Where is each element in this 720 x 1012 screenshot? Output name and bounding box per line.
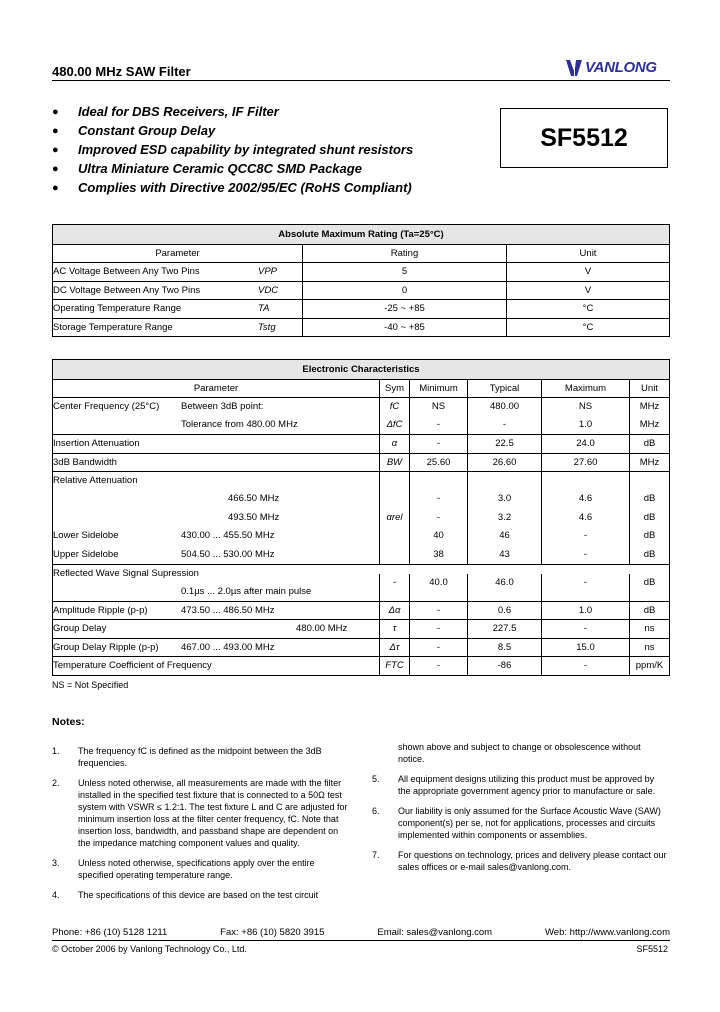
note-text: Our liability is only assumed for the Surface Acoustic Wave (SAW) component(s) per se, not for applications, processes and circuits implemented within components or assemblies. xyxy=(398,806,661,840)
note-text: shown above and subject to change or obsolescence without notice. xyxy=(398,742,641,764)
fax: Fax: +86 (10) 5820 3915 xyxy=(220,927,325,938)
bullet-icon: ● xyxy=(52,124,59,137)
note-number: 7. xyxy=(372,850,380,860)
typ-cell: 3.0 xyxy=(467,490,541,509)
sym-cell: - xyxy=(379,574,409,592)
parameter-cell xyxy=(53,639,379,657)
header-cell: Unit xyxy=(506,245,669,263)
note-number: 3. xyxy=(52,858,60,868)
header-cell: Rating xyxy=(302,245,506,263)
unit-cell xyxy=(629,472,669,490)
parameter-cell xyxy=(53,300,302,318)
min-cell: - xyxy=(409,508,467,527)
parameter-name: Operating Temperature Range xyxy=(53,303,182,315)
web-link[interactable]: Web: http://www.vanlong.com xyxy=(545,927,670,938)
unit-cell: dB xyxy=(629,527,669,546)
note-number: 1. xyxy=(52,746,60,756)
parameter-name: Group Delay Ripple (p-p) xyxy=(53,641,159,653)
feature-text: Constant Group Delay xyxy=(78,123,216,138)
bullet-icon: ● xyxy=(52,162,59,175)
phone: Phone: +86 (10) 5128 1211 xyxy=(52,927,168,938)
max-cell: 15.0 xyxy=(541,639,629,657)
note-number: 6. xyxy=(372,806,380,816)
unit-cell: V xyxy=(506,282,669,300)
page-title: 480.00 MHz SAW Filter xyxy=(52,64,191,79)
table-row xyxy=(53,490,669,509)
sym-cell: ΔfC xyxy=(379,416,409,435)
parameter-cell xyxy=(53,527,379,546)
typ-cell: - xyxy=(467,416,541,435)
parameter-name: Insertion Attenuation xyxy=(53,438,140,450)
max-cell: 4.6 xyxy=(541,508,629,527)
note-text: For questions on technology, prices and delivery please contact our sales offices or e-mail sales@vanlong.com. xyxy=(398,850,667,872)
header-cell: Maximum xyxy=(541,380,629,398)
note-text: All equipment designs utilizing this product must be approved by the appropriate government agency prior to manufacture or sale. xyxy=(398,774,656,796)
typ-cell: 3.2 xyxy=(467,508,541,527)
note-item xyxy=(372,805,668,841)
notes-heading: Notes: xyxy=(52,716,85,728)
min-cell: 40.0 xyxy=(409,574,467,592)
parameter-name: Reflected Wave Signal Supression xyxy=(53,567,199,579)
table-row xyxy=(53,397,669,416)
table-row xyxy=(53,508,669,527)
symbol: VPP xyxy=(258,266,278,278)
max-cell: NS xyxy=(541,398,629,416)
sym-cell: Δτ xyxy=(379,639,409,657)
rating-cell: -25 ~ +85 xyxy=(302,300,506,318)
min-cell: - xyxy=(409,639,467,657)
feature-text: Ultra Miniature Ceramic QCC8C SMD Package xyxy=(78,161,362,176)
table-row xyxy=(53,564,669,588)
parameter-cell xyxy=(53,472,379,490)
max-cell xyxy=(541,472,629,490)
table-row xyxy=(53,299,669,318)
sym-cell xyxy=(379,545,409,564)
table-row xyxy=(53,601,669,620)
copyright: © October 2006 by Vanlong Technology Co., Ltd. xyxy=(52,944,247,954)
parameter-condition: 467.00 ... 493.00 MHz xyxy=(181,641,275,653)
parameter-cell xyxy=(53,282,302,300)
parameter-cell xyxy=(53,490,379,509)
unit-cell: V xyxy=(506,263,669,281)
parameter-name: Relative Attenuation xyxy=(53,475,138,487)
parameter-name: Temperature Coefficient of Frequency xyxy=(53,660,212,672)
sym-cell: α xyxy=(379,435,409,453)
parameter-cell xyxy=(53,565,379,583)
footer-part-number: SF5512 xyxy=(636,944,668,954)
bullet-icon: ● xyxy=(52,143,59,156)
parameter-condition: 466.50 MHz xyxy=(228,493,280,505)
min-cell xyxy=(409,472,467,490)
header-rule xyxy=(52,80,670,81)
parameter-condition: 504.50 ... 530.00 MHz xyxy=(181,548,275,560)
table-row xyxy=(53,638,669,657)
feature-text: Improved ESD capability by integrated shunt resistors xyxy=(78,142,414,157)
rating-cell: -40 ~ +85 xyxy=(302,319,506,337)
parameter-cell xyxy=(53,508,379,527)
part-number-box: SF5512 xyxy=(500,108,668,168)
parameter-cell xyxy=(53,435,379,453)
parameter-condition: 473.50 ... 486.50 MHz xyxy=(181,604,275,616)
sym-cell xyxy=(379,472,409,490)
parameter-name: 3dB Bandwidth xyxy=(53,456,117,468)
table-row xyxy=(53,527,669,546)
parameter-name: Lower Sidelobe xyxy=(53,530,119,542)
unit-cell: dB xyxy=(629,602,669,620)
max-cell: - xyxy=(541,527,629,546)
parameter-name: Amplitude Ripple (p-p) xyxy=(53,604,148,616)
header-cell: Parameter xyxy=(155,247,200,259)
min-cell: NS xyxy=(409,398,467,416)
note-number: 4. xyxy=(52,890,60,900)
unit-cell: °C xyxy=(506,319,669,337)
table-header-row xyxy=(53,244,669,263)
logo-text: VANLONG xyxy=(585,59,657,76)
note-item xyxy=(372,741,668,765)
max-cell: 24.0 xyxy=(541,435,629,453)
rating-cell: 5 xyxy=(302,263,506,281)
table-title: Absolute Maximum Rating (Ta=25°C) xyxy=(53,225,669,244)
feature-text: Complies with Directive 2002/95/EC (RoHS Compliant) xyxy=(78,180,412,195)
parameter-cell xyxy=(53,263,302,281)
email-link[interactable]: Email: sales@vanlong.com xyxy=(377,927,493,938)
typ-cell: 43 xyxy=(467,545,541,564)
typ-cell: 8.5 xyxy=(467,639,541,657)
note-item xyxy=(52,745,348,769)
feature-list xyxy=(52,102,413,197)
typ-cell: 22.5 xyxy=(467,435,541,453)
table-row xyxy=(53,434,669,453)
symbol: TA xyxy=(258,303,270,315)
unit-cell: MHz xyxy=(629,416,669,435)
parameter-cell xyxy=(53,319,302,337)
bullet-icon: ● xyxy=(52,181,59,194)
unit-cell: ns xyxy=(629,639,669,657)
unit-cell: MHz xyxy=(629,398,669,416)
vanlong-logo xyxy=(566,59,657,76)
max-cell: - xyxy=(541,620,629,638)
rating-cell: 0 xyxy=(302,282,506,300)
footer-rule xyxy=(52,940,670,941)
min-cell: - xyxy=(409,657,467,675)
symbol: VDC xyxy=(258,284,279,296)
feature-item xyxy=(52,140,413,159)
max-cell: 1.0 xyxy=(541,416,629,435)
feature-item xyxy=(52,102,413,121)
note-text: Unless noted otherwise, all measurements are made with the filter installed in the specified test fixture that is connected to a 50Ω test system with VSWR ≤ 1.2:1. The test fixture L and C are adjusted for minimum insertion loss at the filter center frequency, fC. Note that insertion loss, bandwidth, and passband shape are dependent on the impedance matching component values and quality. xyxy=(78,778,348,848)
unit-cell: dB xyxy=(629,435,669,453)
bullet-icon: ● xyxy=(52,105,59,118)
table-row xyxy=(53,471,669,490)
contact-line xyxy=(52,927,670,938)
sym-cell xyxy=(379,490,409,509)
max-cell: 1.0 xyxy=(541,602,629,620)
symbol: Tstg xyxy=(258,321,276,333)
vanlong-v-icon xyxy=(566,60,582,76)
parameter-cell xyxy=(53,602,379,620)
note-number xyxy=(372,741,398,765)
note-item xyxy=(372,773,668,797)
note-text: Unless noted otherwise, specifications apply over the entire specified operating temperature range. xyxy=(78,858,315,880)
parameter-name: DC Voltage Between Any Two Pins xyxy=(53,284,201,296)
parameter-cell xyxy=(53,398,379,416)
note-number: 2. xyxy=(52,778,60,788)
max-cell: - xyxy=(541,657,629,675)
parameter-cell xyxy=(53,582,379,601)
unit-cell: dB xyxy=(629,574,669,592)
header-cell: Minimum xyxy=(409,380,467,398)
max-cell: - xyxy=(541,574,629,592)
parameter-name: Upper Sidelobe xyxy=(53,548,119,560)
sym-cell: BW xyxy=(379,454,409,472)
min-cell: 40 xyxy=(409,527,467,546)
parameter-cell xyxy=(53,545,379,564)
table-row xyxy=(53,453,669,472)
parameter-cell xyxy=(53,620,379,638)
table-row xyxy=(53,656,669,675)
sym-cell xyxy=(379,527,409,546)
note-number: 5. xyxy=(372,774,380,784)
table-row xyxy=(53,262,669,281)
table-row xyxy=(53,619,669,638)
typ-cell: 0.6 xyxy=(467,602,541,620)
table-title: Electronic Characteristics xyxy=(53,360,669,379)
table-row xyxy=(53,281,669,300)
header-cell: Typical xyxy=(467,380,541,398)
parameter-condition: 0.1µs ... 2.0µs after main pulse xyxy=(181,585,312,597)
min-cell: - xyxy=(409,435,467,453)
absolute-maximum-rating-table xyxy=(52,224,670,337)
min-cell: - xyxy=(409,490,467,509)
sym-cell: αrel xyxy=(379,508,409,527)
parameter-name: Center Frequency (25°C) xyxy=(53,401,160,413)
note-item xyxy=(52,777,348,849)
electronic-characteristics-table xyxy=(52,359,670,676)
min-cell: 25.60 xyxy=(409,454,467,472)
typ-cell: 46.0 xyxy=(467,574,541,592)
typ-cell: 480.00 xyxy=(467,398,541,416)
table-row xyxy=(53,416,669,435)
table-header-row xyxy=(53,379,669,398)
max-cell: 27.60 xyxy=(541,454,629,472)
unit-cell: dB xyxy=(629,545,669,564)
typ-cell: 227.5 xyxy=(467,620,541,638)
note-item xyxy=(52,889,348,901)
unit-cell: dB xyxy=(629,508,669,527)
parameter-cell xyxy=(53,416,379,435)
typ-cell xyxy=(467,472,541,490)
typ-cell: -86 xyxy=(467,657,541,675)
table-row xyxy=(53,318,669,337)
typ-cell: 26.60 xyxy=(467,454,541,472)
parameter-condition: 480.00 MHz xyxy=(296,623,348,635)
max-cell: - xyxy=(541,545,629,564)
parameter-name: Group Delay xyxy=(53,623,107,635)
unit-cell: dB xyxy=(629,490,669,509)
header-cell: Unit xyxy=(629,380,669,398)
sym-cell: τ xyxy=(379,620,409,638)
min-cell: - xyxy=(409,416,467,435)
unit-cell: MHz xyxy=(629,454,669,472)
feature-item xyxy=(52,121,413,140)
ns-footnote: NS = Not Specified xyxy=(52,680,129,690)
parameter-cell xyxy=(53,657,379,675)
parameter-condition: Between 3dB point: xyxy=(181,401,264,413)
parameter-cell xyxy=(53,454,379,472)
note-text: The specifications of this device are based on the test circuit xyxy=(78,890,319,900)
sym-cell: fC xyxy=(379,398,409,416)
header-cell: Sym xyxy=(379,380,409,398)
typ-cell: 46 xyxy=(467,527,541,546)
min-cell: 38 xyxy=(409,545,467,564)
parameter-condition: Tolerance from 480.00 MHz xyxy=(181,419,298,431)
parameter-name: AC Voltage Between Any Two Pins xyxy=(53,266,200,278)
note-item xyxy=(52,857,348,881)
note-text: The frequency fC is defined as the midpoint between the 3dB frequencies. xyxy=(78,746,322,768)
feature-text: Ideal for DBS Receivers, IF Filter xyxy=(78,104,279,119)
header-cell: Parameter xyxy=(193,382,239,394)
parameter-name: Storage Temperature Range xyxy=(53,321,173,333)
table-row xyxy=(53,545,669,564)
sym-cell: FTC xyxy=(379,657,409,675)
note-item xyxy=(372,849,668,873)
parameter-condition: 430.00 ... 455.50 MHz xyxy=(181,530,275,542)
min-cell: - xyxy=(409,602,467,620)
unit-cell: ns xyxy=(629,620,669,638)
min-cell: - xyxy=(409,620,467,638)
sym-cell: Δα xyxy=(379,602,409,620)
unit-cell: ppm/K xyxy=(629,657,669,675)
max-cell: 4.6 xyxy=(541,490,629,509)
feature-item xyxy=(52,159,413,178)
unit-cell: °C xyxy=(506,300,669,318)
parameter-condition: 493.50 MHz xyxy=(228,511,280,523)
feature-item xyxy=(52,178,413,197)
